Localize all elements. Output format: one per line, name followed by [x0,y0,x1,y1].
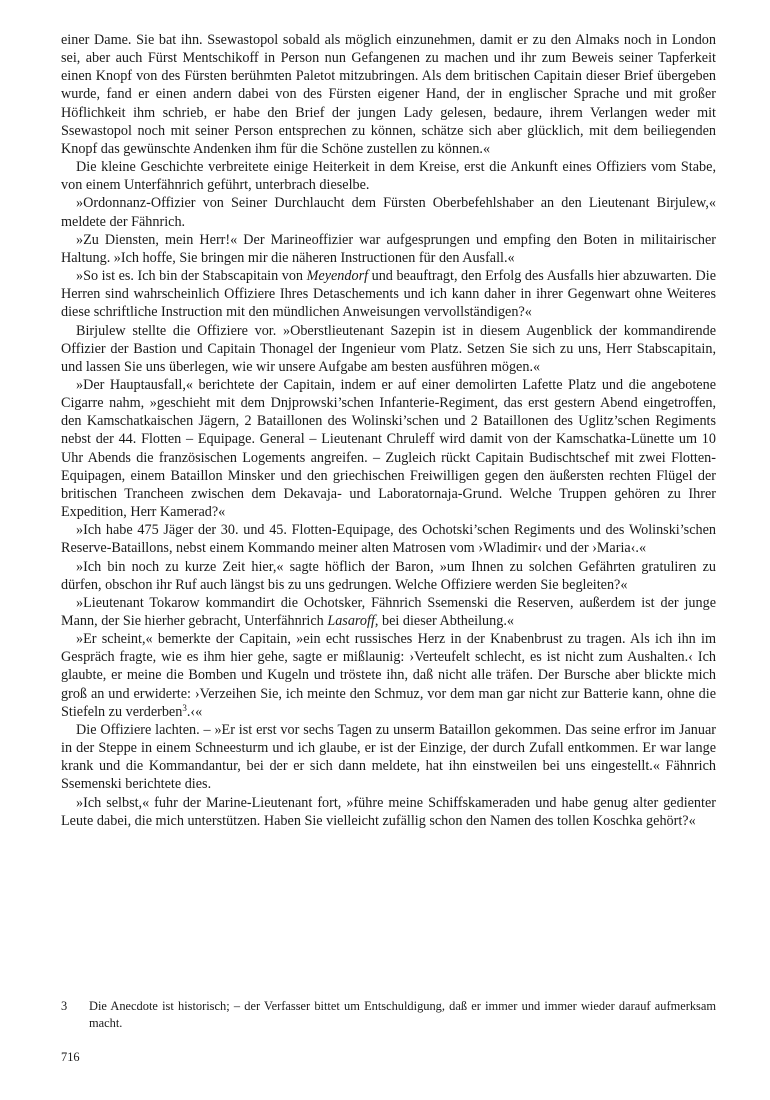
text-run: »Ich selbst,« fuhr der Marine-Lieutenant fort, »führe meine Schiffskameraden und habe genug alter gedienter Leute dabei, die mich unterstützen. Haben Sie vielleicht zufällig schon den Namen des tollen Koschka gehört?« [61,794,716,829]
paragraph [61,322,716,376]
text-run: einer Dame. Sie bat ihn. Ssewastopol sobald als möglich einzunehmen, damit er zu den Almaks noch in London sei, aber auch Fürst Mentschikoff in Person nun Gefangenen zu machen und ihr zum Beweis seiner Tapferkeit einen Knopf von des Fürsten berühmten Paletot mitzubringen. Als dem britischen Capitain dieser Brief übergeben wurde, fand er einen andern dabei von des Fürsten eigener Hand, der in englischer Sprache und mit großer Höflichkeit ihm schrieb, er habe den Brief der jungen Lady gelesen, bedaure, ihrem Verlangen weder mit Ssewastopol noch mit seiner Person entsprechen zu können, schätze sich aber glücklich, mit dem beiliegenden Knopf das gewünschte Andenken ihm für die Schöne zustellen zu können.« [61,32,716,157]
paragraph [61,267,716,321]
text-run: , bei dieser Abtheilung.« [374,613,514,629]
paragraph [61,231,716,267]
footnote-marker: 3 [182,702,187,713]
paragraph [61,721,716,794]
paragraph [61,521,716,557]
text-run: »Ich habe 475 Jäger der 30. und 45. Flotten-Equipage, des Ochotski’schen Regiments und des Wolinski’schen Reserve-Bataillons, nebst einem Kommando meiner alten Matrosen vom ›Wladimir‹ und der ›Maria‹.« [61,522,716,557]
footnote [61,998,716,1032]
paragraph [61,630,716,721]
paragraph [61,158,716,194]
italic-name: Lasaroff [327,613,375,629]
footnote-text: Die Anecdote ist historisch; – der Verfasser bittet um Entschuldigung, daß er immer und immer wieder darauf aufmerksam macht. [89,999,716,1030]
paragraph [61,194,716,230]
text-run: »Lieutenant Tokarow kommandirt die Ochotsker, Fähnrich Ssemenski die Reserven, außerdem ist der junge Mann, der Sie hierher gebracht, Unterfähnrich [61,594,716,629]
page-number: 716 [61,1050,80,1064]
text-run: »Ich bin noch zu kurze Zeit hier,« sagte höflich der Baron, »um Ihnen zu solchen Gefährten gratuliren zu dürfen, obschon ihr Ruf auch längst bis zu uns gedrungen. Welche Offiziere werden Sie begleiten?« [61,558,716,593]
text-run: »Er scheint,« bemerkte der Capitain, »ein echt russisches Herz in der Knabenbrust zu tragen. Als ich ihn im Gespräch fragte, wie es ihm hier gehe, sagte er mißlaunig: ›Verteufelt schlecht, es ist nicht zum Aushalten.‹ Ich glaubte, er meine die Bomben und Kugeln und tröstete ihn, daß nicht alle träfen. Der Bursche aber blickte mich groß an und erwiderte: ›Verzeihen Sie, ich meinte den Schmuz, vor dem man gar nicht zur Batterie kann, ohne die Stiefeln zu verderben [61,631,716,720]
paragraph [61,376,716,521]
text-run: und beauftragt, den Erfolg des Ausfalls hier abzuwarten. Die Herren sind wahrscheinlich Offiziere Ihres Detaschements und ich kann daher in ihrer Gegenwart ohne Weiteres diese schriftliche Instruction mit den mündlichen Anweisungen vervollständigen?« [61,268,717,321]
text-run: Die Offiziere lachten. – »Er ist erst vor sechs Tagen zu unserm Bataillon gekommen. Das seine erfror im Januar in der Steppe in einem Schneesturm und ich glaube, er ist der Einzige, der durch Zufall entkommen. Er war lange krank und die Kommandantur, bei der er sich dann meldete, hat ihn einstweilen bei uns eingestellt.« Fähnrich Ssemenski berichtete dies. [61,721,716,793]
paragraph [61,31,716,158]
text-run: »Ordonnanz-Offizier von Seiner Durchlaucht dem Fürsten Oberbefehlshaber an den Lieutenant Birjulew,« meldete der Fähnrich. [61,195,716,230]
text-run: »Der Hauptausfall,« berichtete der Capitain, indem er auf einer demolirten Lafette Platz und die angebotene Cigarre nahm, »geschieht mit dem Dnjprowski’schen Infanterie-Regiment, das erst gestern Abend eingetroffen, den Kamschatkaischen Jägern, 2 Bataillonen des Wolinski’schen und 2 Bataillonen des Uglitz’schen Regiments nebst der 44. Flotten – Equipage. General – Lieutenant Chruleff wird damit von der Kamschatka-Lünette um 10 Uhr Abends die französischen Logements angreifen. – Zugleich rückt Capitain Budischtschef mit zwei Flotten-Equipagen, einem Bataillon Minsker und den griechischen Freiwilligen gegen den äußersten rechten Flügel der britischen Trancheen zwischen dem Dekavaja- und Laboratornaja-Grund. Welche Truppen gehören zu Ihrer Expedition, Herr Kamerad?« [61,376,716,521]
body-text [61,31,716,830]
paragraph [61,594,716,630]
text-run: »So ist es. Ich bin der Stabscapitain von [76,268,307,285]
footnote-number: 3 [61,999,68,1013]
paragraph [61,558,716,594]
italic-name: Meyendorf [306,268,369,285]
text-run: Birjulew stellte die Offiziere vor. »Oberstlieutenant Sazepin ist in diesem Augenblick der kommandirende Offizier der Bastion und Capitain Thonagel der Ingenieur vom Platz. Setzen Sie sich zu uns, Herr Stabscapitain, und lassen Sie uns überlegen, wie wir unsere Aufgabe am besten ausführen mögen.« [61,322,716,375]
text-run: .‹« [186,703,203,720]
paragraph [61,794,716,830]
text-run: Die kleine Geschichte verbreitete einige Heiterkeit in dem Kreise, erst die Ankunft eines Offiziers vom Stabe, von einem Unterfähnrich geführt, unterbrach dieselbe. [61,159,716,194]
text-run: »Zu Diensten, mein Herr!« Der Marineoffizier war aufgesprungen und empfing den Boten in militairischer Haltung. »Ich hoffe, Sie bringen mir die näheren Instructionen für den Ausfall.« [61,231,716,266]
